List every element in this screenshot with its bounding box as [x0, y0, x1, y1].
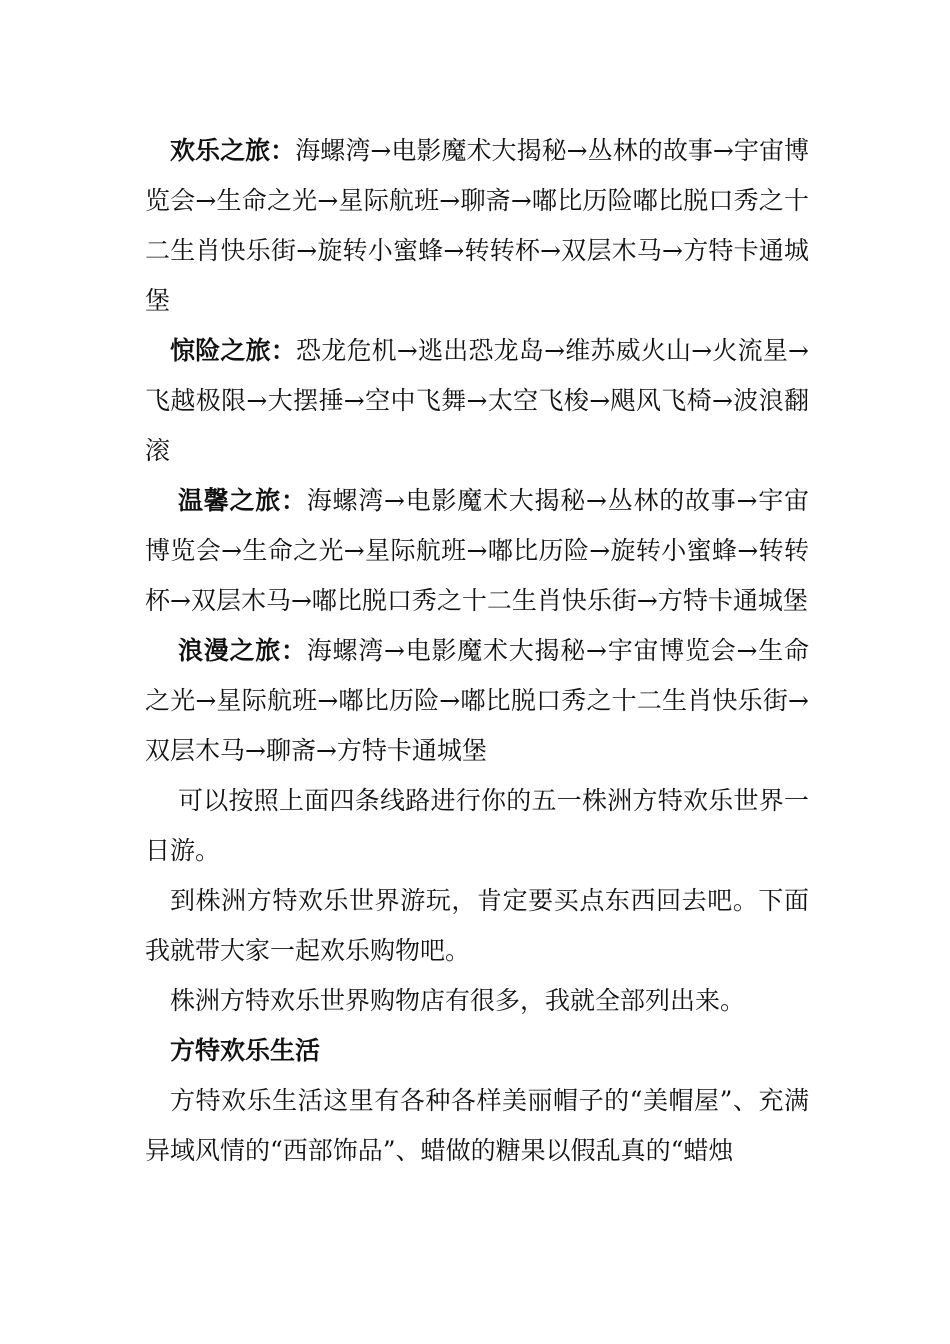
body-paragraph: 到株洲方特欢乐世界游玩，肯定要买点东西回去吧。下面我就带大家一起欢乐购物吧。: [145, 886, 809, 965]
route-text: 恐龙危机→逃出恐龙岛→维苏威火山→火流星→飞越极限→大摆捶→空中飞舞→太空飞梭→飓风飞椅→波浪翻滚: [145, 336, 809, 465]
route-paragraph-thrill: [145, 326, 809, 476]
route-paragraph-romance: [145, 626, 809, 776]
body-paragraph: 可以按照上面四条线路进行你的五一株洲方特欢乐世界一日游。: [145, 786, 809, 865]
route-paragraph-warm: [145, 476, 809, 626]
document-page: [145, 126, 809, 1176]
route-paragraph-joy: [145, 126, 809, 326]
route-label: 惊险之旅：: [170, 336, 297, 365]
section-paragraph: 方特欢乐生活这里有各种各样美丽帽子的“美帽屋”、充满异域风情的“西部饰品”、蜡做的糖果以假乱真的“蜡烛: [145, 1086, 809, 1165]
route-text: 海螺湾→电影魔术大揭秘→丛林的故事→宇宙博览会→生命之光→星际航班→嘟比历险→旋转小蜜蜂→转转杯→双层木马→嘟比脱口秀之十二生肖快乐街→方特卡通城堡: [145, 486, 809, 615]
route-text: 海螺湾→电影魔术大揭秘→宇宙博览会→生命之光→星际航班→嘟比历险→嘟比脱口秀之十二生肖快乐街→双层木马→聊斋→方特卡通城堡: [145, 636, 809, 765]
route-text: 海螺湾→电影魔术大揭秘→丛林的故事→宇宙博览会→生命之光→星际航班→聊斋→嘟比历险嘟比脱口秀之十二生肖快乐街→旋转小蜜蜂→转转杯→双层木马→方特卡通城堡: [145, 136, 809, 315]
body-paragraph: 株洲方特欢乐世界购物店有很多，我就全部列出来。: [170, 986, 746, 1015]
route-label: 浪漫之旅：: [178, 636, 307, 665]
section-heading: 方特欢乐生活: [170, 1036, 321, 1065]
route-label: 欢乐之旅：: [170, 136, 296, 165]
route-label: 温馨之旅：: [178, 486, 307, 515]
